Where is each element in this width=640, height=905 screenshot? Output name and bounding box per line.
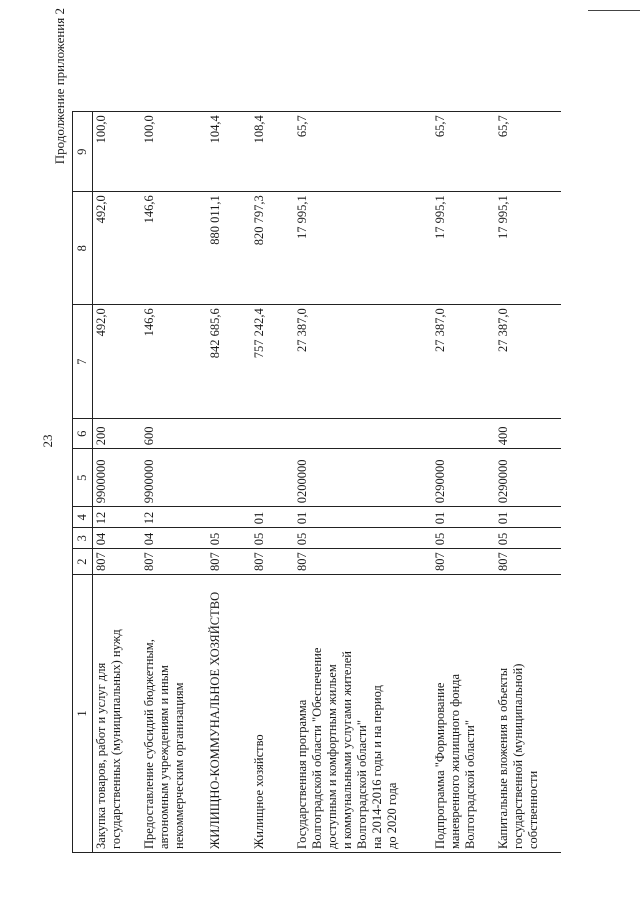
cell-ministry: 807 (432, 549, 495, 575)
table-row (495, 112, 561, 853)
cell-ministry: 807 (294, 549, 432, 575)
cell-expense-type (251, 419, 294, 449)
cell-approved: 27 387,0 (495, 305, 561, 419)
row-name: Подпрограмма "Формирование маневренного жилищного фонда Волгоградской области" (432, 575, 495, 853)
row-name: Капитальные вложения в объекты государственной (муниципальной) собственности (495, 575, 561, 853)
cell-percent: 108,4 (251, 112, 294, 192)
cell-target-article: 9900000 (93, 449, 141, 507)
cell-ministry: 807 (93, 549, 141, 575)
cell-approved: 27 387,0 (432, 305, 495, 419)
table-row (93, 112, 141, 853)
cell-percent: 104,4 (207, 112, 251, 192)
cell-subsection: 01 (251, 507, 294, 528)
cell-approved: 757 242,4 (251, 305, 294, 419)
cell-section: 05 (495, 528, 561, 549)
row-name: ЖИЛИЩНО-КОММУНАЛЬНОЕ ХОЗЯЙСТВО (207, 575, 251, 853)
cell-target-article (251, 449, 294, 507)
column-header: 7 (73, 305, 93, 419)
continuation-caption: Продолжение приложения 2 (52, 8, 67, 165)
cell-target-article: 0290000 (495, 449, 561, 507)
cell-expense-type: 400 (495, 419, 561, 449)
cell-executed: 146,6 (141, 192, 207, 305)
page-number: 23 (40, 434, 55, 448)
column-header: 9 (73, 112, 93, 192)
cell-target-article (207, 449, 251, 507)
cell-section: 05 (251, 528, 294, 549)
cell-ministry: 807 (495, 549, 561, 575)
cell-ministry: 807 (207, 549, 251, 575)
cell-subsection: 01 (432, 507, 495, 528)
cell-executed: 17 995,1 (495, 192, 561, 305)
cell-section: 04 (141, 528, 207, 549)
table-row (251, 112, 294, 853)
cell-approved: 146,6 (141, 305, 207, 419)
cell-subsection: 12 (93, 507, 141, 528)
cell-approved: 842 685,6 (207, 305, 251, 419)
cell-expense-type: 200 (93, 419, 141, 449)
column-header: 3 (73, 528, 93, 549)
cell-executed: 820 797,3 (251, 192, 294, 305)
column-header: 5 (73, 449, 93, 507)
cell-subsection (207, 507, 251, 528)
column-header: 8 (73, 192, 93, 305)
column-header: 6 (73, 419, 93, 449)
cell-expense-type (294, 419, 432, 449)
cell-executed: 17 995,1 (432, 192, 495, 305)
cell-section: 05 (207, 528, 251, 549)
cell-target-article: 0200000 (294, 449, 432, 507)
row-name: Государственная программа Волгоградской области "Обеспечение доступным и комфортным жильем и коммунальными услугами жителей Волгоградской области" на 2014-2016 годы и на период до 2020 года (294, 575, 432, 853)
cell-ministry: 807 (251, 549, 294, 575)
budget-table (72, 111, 561, 853)
cell-subsection: 01 (294, 507, 432, 528)
cell-target-article: 0290000 (432, 449, 495, 507)
cell-section: 04 (93, 528, 141, 549)
column-header: 1 (73, 575, 93, 853)
row-name: Жилищное хозяйство (251, 575, 294, 853)
cell-percent: 100,0 (93, 112, 141, 192)
cell-approved: 27 387,0 (294, 305, 432, 419)
cell-ministry: 807 (141, 549, 207, 575)
column-header: 4 (73, 507, 93, 528)
cell-expense-type (432, 419, 495, 449)
cell-percent: 65,7 (294, 112, 432, 192)
cell-subsection: 01 (495, 507, 561, 528)
cell-executed: 880 011,1 (207, 192, 251, 305)
table-row (294, 112, 432, 853)
cell-percent: 65,7 (495, 112, 561, 192)
column-header: 2 (73, 549, 93, 575)
cell-percent: 100,0 (141, 112, 207, 192)
table-row (141, 112, 207, 853)
cell-approved: 492,0 (93, 305, 141, 419)
cell-subsection: 12 (141, 507, 207, 528)
cell-expense-type (207, 419, 251, 449)
cell-percent: 65,7 (432, 112, 495, 192)
table-row (432, 112, 495, 853)
cell-section: 05 (432, 528, 495, 549)
cell-executed: 17 995,1 (294, 192, 432, 305)
row-name: Закупка товаров, работ и услуг для государственных (муниципальных) нужд (93, 575, 141, 853)
table-row (207, 112, 251, 853)
cell-target-article: 9900000 (141, 449, 207, 507)
cell-executed: 492,0 (93, 192, 141, 305)
cell-section: 05 (294, 528, 432, 549)
row-name: Предоставление субсидий бюджетным, автономным учреждениям и иным некоммерческим организациям (141, 575, 207, 853)
cell-expense-type: 600 (141, 419, 207, 449)
table-header-row (73, 112, 93, 853)
